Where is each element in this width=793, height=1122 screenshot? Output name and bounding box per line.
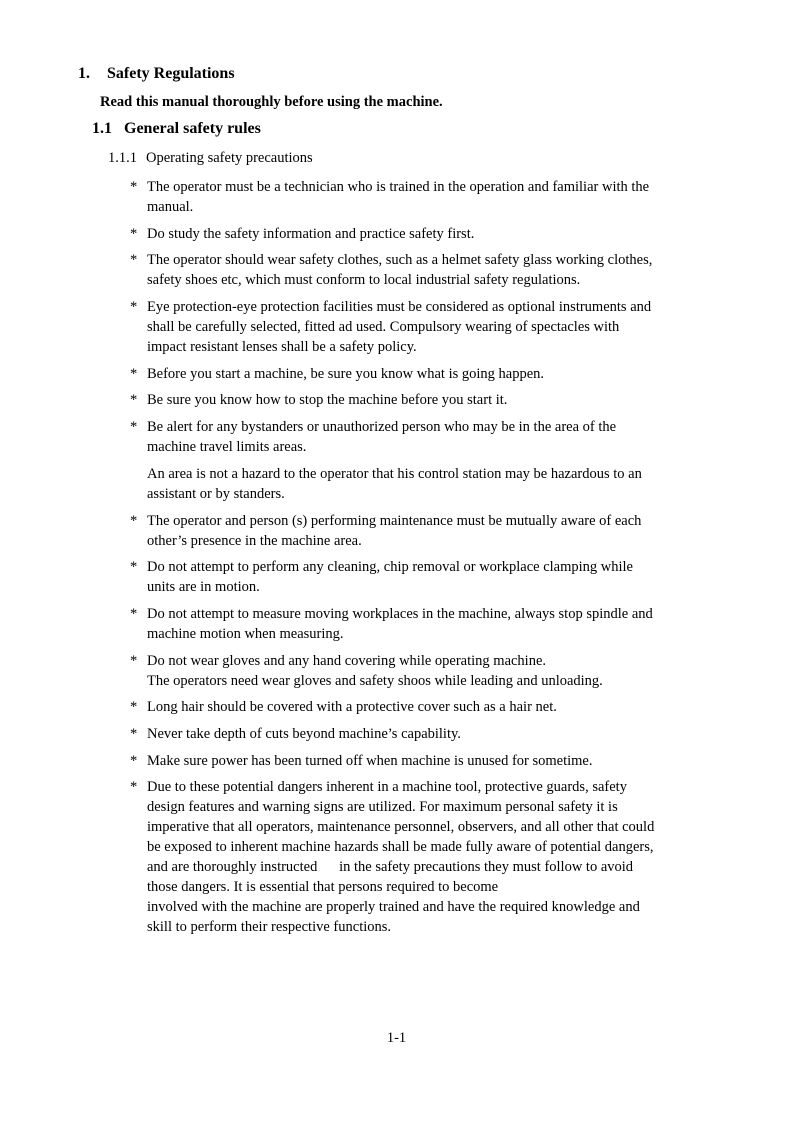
list-item (130, 224, 710, 244)
item-line: safety shoes etc, which must conform to local industrial safety regulations. (147, 272, 581, 289)
item-line: skill to perform their respective functions. (147, 919, 392, 936)
item-line: The operator and person (s) performing maintenance must be mutually aware of each (147, 512, 642, 529)
item-line: The operator must be a technician who is trained in the operation and familiar with the (147, 179, 650, 195)
bullet-marker: * (130, 559, 138, 576)
item-line: Eye protection-eye protection facilities must be considered as optional instruments and (147, 299, 652, 316)
list-item (130, 604, 710, 644)
section-heading (78, 65, 235, 83)
bullet-marker: * (130, 512, 138, 529)
list-item (130, 390, 710, 410)
list-item (130, 297, 710, 357)
item-line: machine motion when measuring. (147, 625, 344, 642)
item-line: Be sure you know how to stop the machine before you start it. (147, 392, 508, 409)
subsection-number: 1.1 (92, 120, 112, 137)
lead-instruction: Read this manual thoroughly before using the machine. (100, 94, 443, 110)
item-line: imperative that all operators, maintenance personnel, observers, and all other that could (147, 819, 655, 836)
list-item (130, 417, 710, 457)
bullet-marker: * (130, 779, 138, 796)
list-item (130, 651, 710, 691)
item-line: Do not attempt to measure moving workplaces in the machine, always stop spindle and (147, 605, 653, 622)
item-line: manual. (147, 199, 194, 215)
item-line: shall be carefully selected, fitted ad used. Compulsory wearing of spectacles with (147, 319, 620, 336)
bullet-marker: * (130, 365, 138, 382)
item-line: The operators need wear gloves and safety shoos while leading and unloading. (147, 672, 603, 689)
safety-precautions-list (130, 177, 710, 944)
bullet-marker: * (130, 392, 138, 409)
item-line: other’s presence in the machine area. (147, 532, 362, 549)
list-item (130, 250, 710, 290)
list-item (130, 364, 710, 384)
item-line: impact resistant lenses shall be a safety policy. (147, 339, 417, 356)
note-line: An area is not a hazard to the operator that his control station may be hazardous to an (147, 465, 642, 482)
list-item (130, 724, 710, 744)
item-line: Long hair should be covered with a protective cover such as a hair net. (147, 699, 557, 716)
note-line: assistant or by standers. (147, 485, 285, 502)
bullet-marker: * (130, 299, 138, 316)
item-line: involved with the machine are properly trained and have the required knowledge and (147, 899, 640, 916)
item-line: Do not attempt to perform any cleaning, chip removal or workplace clamping while (147, 559, 633, 576)
section-number: 1. (78, 65, 90, 82)
page-number: 1-1 (386, 1030, 407, 1046)
item-line: Never take depth of cuts beyond machine’s capability. (147, 725, 461, 742)
item-line: and are thoroughly instructed in the safety precautions they must follow to avoid (147, 859, 634, 876)
bullet-marker: * (130, 605, 138, 622)
bullet-marker: * (130, 419, 138, 436)
list-item (130, 177, 710, 217)
item-line: Make sure power has been turned off when machine is unused for sometime. (147, 752, 593, 769)
subsection-heading (92, 120, 261, 138)
item-line: those dangers. It is essential that persons required to become (147, 879, 499, 896)
bullet-marker: * (130, 252, 138, 269)
list-note (130, 464, 710, 504)
item-line: units are in motion. (147, 579, 260, 596)
list-item (130, 511, 710, 551)
subsubsection-heading (108, 150, 313, 167)
item-line: be exposed to inherent machine hazards shall be made fully aware of potential dangers, (147, 839, 654, 856)
item-line: The operator should wear safety clothes, such as a helmet safety glass working clothes, (147, 252, 653, 269)
item-line: Do not wear gloves and any hand covering while operating machine. (147, 652, 547, 669)
list-item (130, 777, 710, 937)
item-line: Before you start a machine, be sure you know what is going happen. (147, 365, 545, 382)
item-line: machine travel limits areas. (147, 439, 307, 456)
bullet-marker: * (130, 225, 138, 242)
list-item (130, 557, 710, 597)
subsubsection-number: 1.1.1 (108, 150, 137, 166)
bullet-marker: * (130, 179, 138, 195)
list-item (130, 697, 710, 717)
bullet-marker: * (130, 652, 138, 669)
bullet-marker: * (130, 699, 138, 716)
bullet-marker: * (130, 725, 138, 742)
item-line: Be alert for any bystanders or unauthorized person who may be in the area of the (147, 419, 617, 436)
subsection-title: General safety rules (124, 120, 261, 137)
subsubsection-title: Operating safety precautions (146, 150, 313, 166)
item-line: design features and warning signs are utilized. For maximum personal safety it is (147, 799, 618, 816)
item-line: Do study the safety information and practice safety first. (147, 225, 475, 242)
bullet-marker: * (130, 752, 138, 769)
list-item (130, 751, 710, 771)
section-title: Safety Regulations (107, 65, 235, 82)
item-line: Due to these potential dangers inherent in a machine tool, protective guards, safety (147, 779, 627, 796)
